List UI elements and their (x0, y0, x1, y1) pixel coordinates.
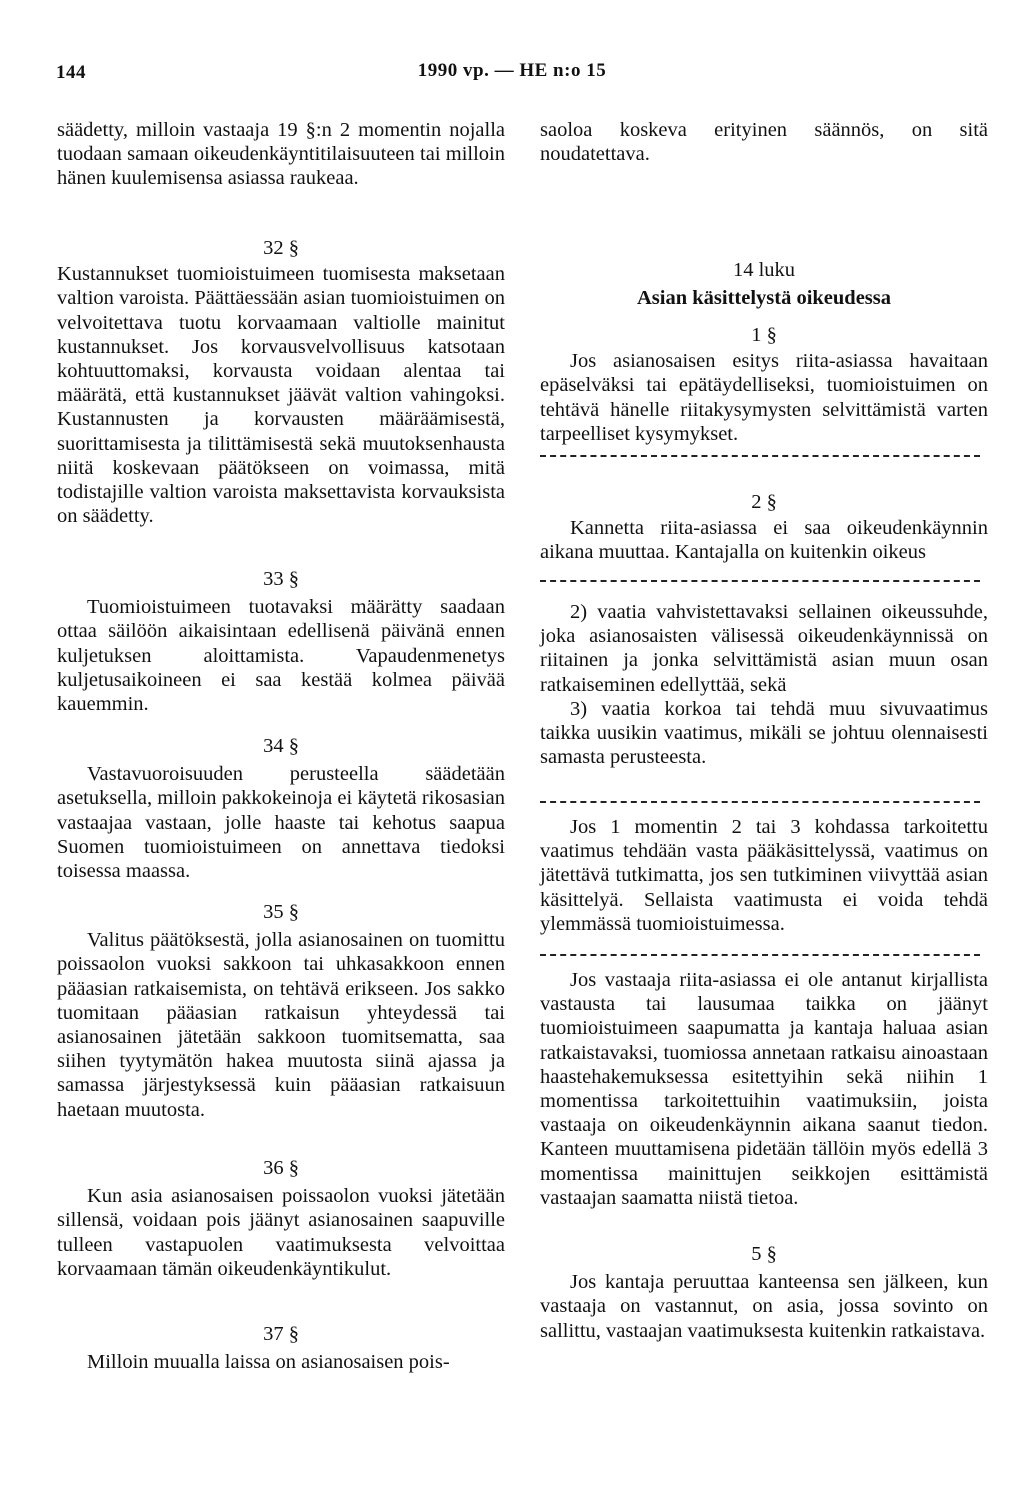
section-5 (540, 1242, 988, 1343)
list-item: 2) vaatia vahvistettavaksi sellainen oikeussuhde, joka asianosaisten välisessä oikeudenkäynnissä on riitainen ja jonka selvittämistä asian muun osan ratkaiseminen edellyttää, sekä (540, 601, 988, 696)
section-33 (57, 567, 505, 716)
paragraph: säädetty, milloin vastaaja 19 §:n 2 momentin nojalla tuodaan samaan oikeudenkäyntitilaisuuteen tai milloin hänen kuulemisensa asiassa raukeaa. (57, 119, 505, 190)
section-32 (57, 236, 505, 528)
section-heading: 34 § (263, 735, 299, 757)
section-36 (57, 1156, 505, 1281)
paragraph: Kun asia asianosaisen poissaolon vuoksi jätetään sillensä, voidaan pois jäänyt asianosainen saapuville tulleen vastapuolen vaatimuksesta velvoittaa korvaamaan tämän oikeudenkäyntikulut. (57, 1185, 505, 1280)
section-2-items (540, 600, 988, 769)
paragraph: saoloa koskeva erityinen säännös, on sitä noudatettava. (540, 119, 988, 166)
section-1 (540, 323, 988, 446)
section-2 (540, 490, 988, 565)
paragraph: Milloin muualla laissa on asianosaisen pois- (87, 1351, 450, 1374)
section-heading: 5 § (751, 1243, 777, 1265)
section-heading: 2 § (751, 491, 777, 513)
paragraph: Kannetta riita-asiassa ei saa oikeudenkäynnin aikana muuttaa. Kantajalla on kuitenkin oikeus (540, 517, 988, 564)
section-heading: 35 § (263, 901, 299, 923)
list-item: 3) vaatia korkoa tai tehdä muu sivuvaatimus taikka uusikin vaatimus, mikäli se johtuu olennaisesti samasta perusteesta. (540, 697, 988, 769)
paragraph: Kustannukset tuomioistuimeen tuomisesta maksetaan valtion varoista. Päättäessään asian tuomioistuimen on velvoitettava tuotu korvaamaan valtiolle mainitut kustannukset. Jos korvausvelvollisuus katsotaan kohtuuttomaksi, korvausta voidaan alentaa tai määrätä, että kustannukset jäävät valtion vahingoksi. Kustannusten ja korvausten määräämisestä, suorittamisesta ja tilittämisestä sekä muutoksenhausta niitä koskevaan päätökseen on voimassa, mitä todistajille valtion varoista maksettavista korvauksista on säädetty. (57, 263, 505, 528)
left-intro (57, 118, 505, 191)
paragraph: Jos asianosaisen esitys riita-asiassa havaitaan epäselväksi tai epätäydelliseksi, tuomioistuimen on tehtävä hänelle riitakysymysten selvittämistä varten tarpeelliset kysymykset. (540, 350, 988, 445)
paragraph: Tuomioistuimeen tuotavaksi määrätty saadaan ottaa säilöön aikaisintaan edellisenä päivänä ennen kuljetuksen aloittamista. Vapaudenmenetys kuljetusaikoineen ei saa kestää kolmea päivää kauemmin. (57, 596, 505, 716)
section-37 (57, 1322, 505, 1374)
running-header: 1990 vp. — HE n:o 15 (417, 60, 607, 81)
section-2-para2 (540, 968, 988, 1210)
omission-dash-line (540, 797, 980, 807)
chapter-title: Asian käsittelystä oikeudessa (636, 287, 891, 310)
section-34 (57, 734, 505, 883)
section-heading: 36 § (263, 1157, 299, 1179)
omission-dash-line (540, 451, 980, 461)
page-number: 144 (56, 62, 86, 83)
section-heading: 37 § (263, 1323, 299, 1345)
paragraph: Jos kantaja peruuttaa kanteensa sen jälkeen, kun vastaaja on vastannut, on asia, jossa sovinto on sallittu, vastaajan vaatimuksesta kuitenkin ratkaistava. (540, 1271, 988, 1342)
omission-dash-line (540, 950, 980, 960)
section-35 (57, 900, 505, 1122)
section-heading: 32 § (263, 237, 299, 259)
section-heading: 1 § (751, 324, 777, 346)
chapter-14 (540, 258, 988, 310)
section-heading: 33 § (263, 568, 299, 590)
section-2-para1 (540, 815, 988, 936)
paragraph: Jos vastaaja riita-asiassa ei ole antanut kirjallista vastausta tai lausumaa taikka on jäänyt tuomioistuimeen saapumatta ja kantaja haluaa asian ratkaistavaksi, tuomiossa annetaan ratkaisu ainoastaan haastehakemuksessa esitettyihin sekä niihin 1 momentissa tarkoitettuihin vaatimuksiin, joista vastaaja on oikeudenkäynnin aikana saanut tiedon. Kanteen muuttamisena pidetään tällöin myös edellä 3 momentissa mainittujen seikkojen esittämistä vastaajan saamatta niistä tietoa. (540, 969, 988, 1209)
paragraph: Jos 1 momentin 2 tai 3 kohdassa tarkoitettu vaatimus tehdään vasta pääkäsittelyssä, vaatimus on jätettävä tutkimatta, jos sen tutkiminen viivyttää asian käsittelyä. Sellaista vaatimusta ei voida tehdä ylemmässä tuomioistuimessa. (540, 816, 988, 935)
paragraph: Valitus päätöksestä, jolla asianosainen on tuomittu poissaolon vuoksi sakkoon tai uhkasakkoon ennen pääasian ratkaisemista, on tehtävä erikseen. Jos sakko tuomitaan pääasian ratkaisun yhteydessä tai asianosainen jätetään sakkoon tuomitsematta, saa siihen tyytymätön hakea muutosta siinä ajassa ja samassa järjestyksessä kuin pääasian ratkaisuun haetaan muutosta. (57, 929, 505, 1121)
chapter-label: 14 luku (732, 259, 796, 281)
omission-dash-line (540, 576, 980, 586)
right-intro (540, 118, 988, 166)
paragraph: Vastavuoroisuuden perusteella säädetään asetuksella, milloin pakkokeinoja ei käytetä rikosasian vastaajaa vastaan, jolle haaste tai kehotus saapua Suomen tuomioistuimeen on annettava tiedoksi toisessa maassa. (57, 763, 505, 883)
